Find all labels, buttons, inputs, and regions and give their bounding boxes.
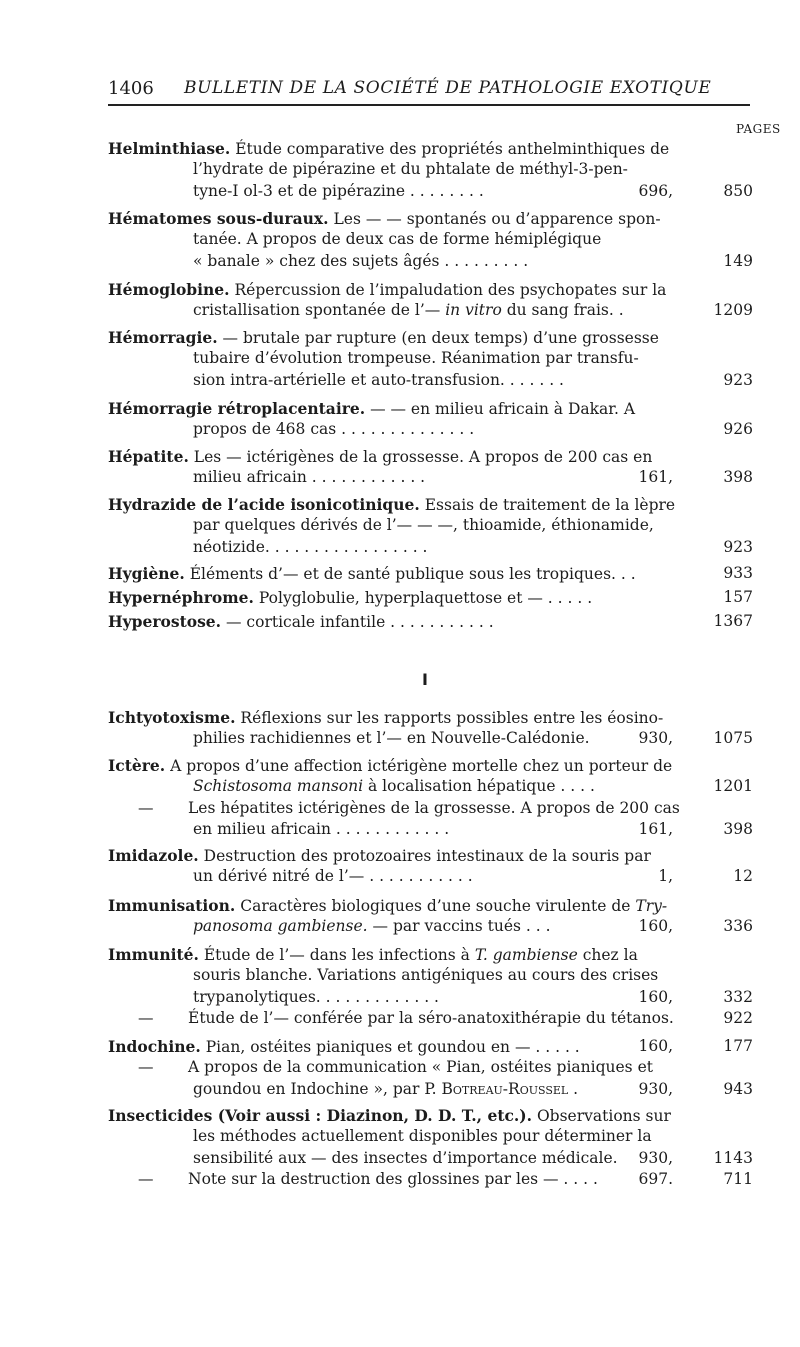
page-ref: 711 — [723, 1169, 753, 1188]
page-ref: 922 — [723, 1008, 753, 1027]
entry-keyword: Indochine. — [108, 1037, 201, 1056]
entry-keyword: Hépatite. — [108, 447, 189, 466]
repeat-dash: — — [138, 798, 154, 817]
index-entry-hypernephrome: Hypernéphrome. Polyglobulie, hyperplaquettose et — . . . . . 157 — [108, 588, 753, 607]
page-ref: 157 — [723, 588, 753, 606]
entry-keyword: Hémorragie rétroplacentaire. — [108, 399, 366, 418]
ref-number: 697. — [638, 1169, 673, 1188]
index-entry-hemorragie-retroplacentaire: Hémorragie rétroplacentaire. — — en milieu africain à Dakar. A propos de 468 cas . . . . . . . . . . . . . . 926 — [108, 398, 753, 441]
index-entry-immunisation: Immunisation. Caractères biologiques d’une souche virulente de Try- panosoma gambiense. — par vaccins tués . . . 160, 336 — [108, 895, 753, 938]
page-ref: 923 — [723, 537, 753, 556]
ref-number: 160, — [638, 987, 673, 1006]
page-ref: 923 — [723, 370, 753, 389]
page-ref: 926 — [723, 420, 753, 439]
index-entry-hemoglobine: Hémoglobine. Répercussion de l’impaludation des psychopates sur la cristallisation spontanée de l’— in vitro du sang frais. . 1209 — [108, 279, 753, 322]
ref-number: 161, — [638, 819, 673, 838]
index-entry-helminthiase: Helminthiase. Étude comparative des propriétés anthelminthiques de l’hydrate de pipérazine et du phtalate de méthyl-3-pen- tyne-I ol-3 et de pipérazine . . . . . . . . 696, 850 — [108, 138, 753, 202]
index-entry-ictere: Ictère. A propos d’une affection ictérigène mortelle chez un porteur de Schistosoma mansoni à localisation hépatique . . . . 1201 — Les hépatites ictérigènes de la grossesse. A propos de 200 cas en milieu africain . . . . . . . . . . . . 161, 398 — [108, 755, 753, 840]
entry-keyword: Ictère. — [108, 756, 166, 775]
page-ref: 1209 — [713, 301, 753, 320]
page-header — [108, 78, 712, 102]
page-ref: 1201 — [713, 777, 753, 796]
index-entry-immunite: Immunité. Étude de l’— dans les infections à T. gambiense chez la souris blanche. Variations antigéniques au cours des crises trypanolytiques. . . . . . . . . . . . . 160, 332 — Étude de l’— conférée par la séro-anatoxithérapie du tétanos. 922 — [108, 944, 753, 1029]
index-entry-hematomes: Hématomes sous-duraux. Les — — spontanés ou d’apparence spon- tanée. A propos de deux cas de forme hémiplégique « banale » chez des sujets âgés . . . . . . . . . 149 — [108, 208, 753, 272]
ref-number: 930, — [638, 1079, 673, 1098]
page-ref: 933 — [723, 564, 753, 582]
ref-number: 160, — [638, 917, 673, 936]
repeat-dash: — — [138, 1008, 154, 1027]
entry-keyword: Ichtyotoxisme. — [108, 708, 236, 727]
entry-keyword: Imidazole. — [108, 846, 199, 865]
page-ref: 177 — [723, 1037, 753, 1055]
repeat-dash: — — [138, 1169, 154, 1188]
page-ref: 1367 — [713, 612, 753, 630]
ref-number: 930, — [638, 729, 673, 748]
page-ref: 336 — [723, 917, 753, 936]
page-ref: 332 — [723, 987, 753, 1006]
entry-keyword: Hémorragie. — [108, 328, 218, 347]
ref-number: 930, — [638, 1148, 673, 1167]
index-entry-hyperostose: Hyperostose. — corticale infantile . . . . . . . . . . . 1367 — [108, 612, 753, 631]
repeat-dash: — — [138, 1058, 154, 1077]
index-entry-imidazole: Imidazole. Destruction des protozoaires intestinaux de la souris par un dérivé nitré de l’— . . . . . . . . . . . 1, 12 — [108, 845, 753, 888]
entry-keyword: Helminthiase. — [108, 139, 231, 158]
index-entry-hygiene: Hygiène. Éléments d’— et de santé publique sous les tropiques. . . 933 — [108, 564, 753, 583]
entry-keyword: Insecticides (Voir aussi : Diazinon, D. D. T., etc.). — [108, 1106, 533, 1125]
index-entry-ichtyotoxisme: Ichtyotoxisme. Réflexions sur les rapports possibles entre les éosino- philies rachidiennes et l’— en Nouvelle-Calédonie. 930, 1075 — [108, 707, 753, 750]
ref-number: 160, — [638, 1037, 673, 1055]
page-ref: 1075 — [713, 729, 753, 748]
ref-number: 161, — [638, 468, 673, 487]
header-rule — [108, 104, 750, 106]
entry-keyword: Hyperostose. — [108, 612, 222, 631]
page-ref: 850 — [723, 181, 753, 200]
section-letter: I — [422, 670, 428, 689]
entry-keyword: Hématomes sous-duraux. — [108, 209, 329, 228]
index-entry-indochine: Indochine. Pian, ostéites pianiques et goundou en — . . . . . 160, 177 — A propos de la communication « Pian, ostéites pianiques et goundou en Indochine », par P. Botreau-Roussel . 930, 943 — [108, 1036, 753, 1100]
page-number: 1406 — [108, 78, 154, 99]
page-ref: 943 — [723, 1079, 753, 1098]
running-title: BULLETIN DE LA SOCIÉTÉ DE PATHOLOGIE EXOTIQUE — [184, 78, 712, 98]
ref-number: 1, — [658, 867, 673, 886]
page-ref: 1143 — [713, 1148, 753, 1167]
entry-keyword: Immunisation. — [108, 896, 236, 915]
entry-keyword: Hypernéphrome. — [108, 588, 254, 607]
entry-keyword: Hygiène. — [108, 564, 185, 583]
pages-column-label: PAGES — [736, 122, 781, 136]
index-entry-hydrazide: Hydrazide de l’acide isonicotinique. Essais de traitement de la lèpre par quelques dérivés de l’— — —, thioamide, éthionamide, néotizide. . . . . . . . . . . . . . . . . 923 — [108, 494, 753, 558]
index-entry-insecticides: Insecticides (Voir aussi : Diazinon, D. D. T., etc.). Observations sur les méthodes actuellement disponibles pour déterminer la sensibilité aux — des insectes d’importance médicale. 930, 1143 — Note sur la destruction des glossines par les — . . . . 697. 711 — [108, 1105, 753, 1190]
entry-keyword: Immunité. — [108, 945, 199, 964]
entry-keyword: Hydrazide de l’acide isonicotinique. — [108, 495, 420, 514]
ref-number: 696, — [638, 181, 673, 200]
index-entry-hepatite: Hépatite. Les — ictérigènes de la grossesse. A propos de 200 cas en milieu africain . . . . . . . . . . . . 161, 398 — [108, 446, 753, 489]
page-ref: 149 — [723, 251, 753, 270]
entry-keyword: Hémoglobine. — [108, 280, 230, 299]
page-ref: 398 — [723, 819, 753, 838]
page-ref: 12 — [733, 867, 753, 886]
page-ref: 398 — [723, 468, 753, 487]
index-entry-hemorragie: Hémorragie. — brutale par rupture (en deux temps) d’une grossesse tubaire d’évolution trompeuse. Réanimation par transfu- sion intra-artérielle et auto-transfusion. . . . . . . 923 — [108, 327, 753, 391]
